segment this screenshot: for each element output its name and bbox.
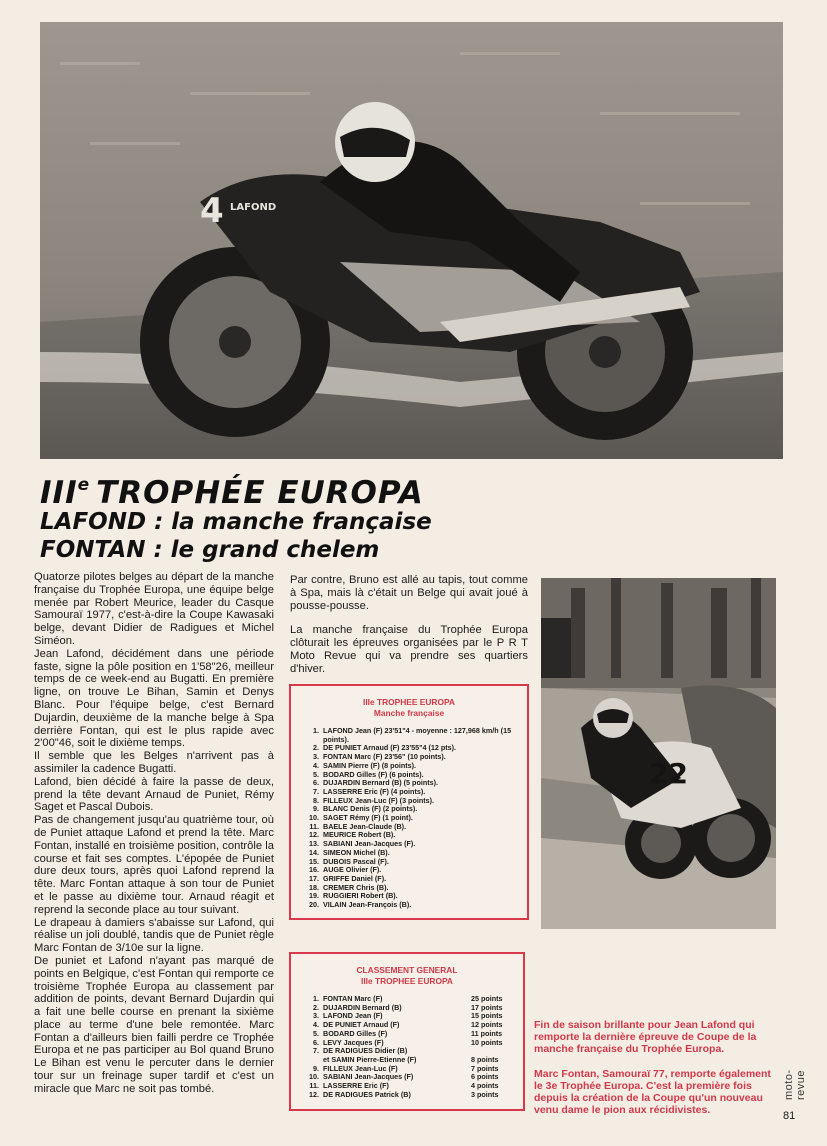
fairing-text: LAFOND xyxy=(230,202,277,213)
paragraph: Il semble que les Belges n'arrivent pas à assimiler la cadence Bugatti. xyxy=(34,750,274,775)
result-row xyxy=(301,1091,515,1100)
box-heading: CLASSEMENT GENERAL xyxy=(356,965,458,975)
bike-number-right: 22 xyxy=(649,757,688,790)
article-subtitle-1: LAFOND : la manche française xyxy=(40,509,432,535)
result-points: 8 points xyxy=(471,1054,499,1064)
result-rider: FONTAN Marc (F) xyxy=(323,994,383,1003)
result-rider: AUGE Olivier (F). xyxy=(323,865,382,875)
result-points: 11 points xyxy=(471,1028,503,1038)
result-position: 5. xyxy=(313,1028,319,1038)
result-position: 17. xyxy=(309,873,319,883)
box-subheading: IIIe TROPHEE EUROPA xyxy=(361,976,453,986)
result-position: 8. xyxy=(313,795,319,805)
paragraph: Le drapeau à damiers s'abaisse sur Lafond, qui réalise un joli doublé, tandis que de Puniet règle Marc Fontan de 3/10e sur la ligne. xyxy=(34,916,274,955)
result-rider: CREMER Chris (B). xyxy=(323,882,389,892)
result-points: 15 points xyxy=(471,1011,503,1021)
results-list xyxy=(291,995,523,1099)
result-position xyxy=(301,1056,323,1065)
result-position: 9. xyxy=(313,804,319,814)
result-position: 1. xyxy=(313,726,319,735)
result-position: 5. xyxy=(313,769,319,779)
article-title: IIIe TROPHÉE EUROPA xyxy=(40,475,424,511)
result-rider: DUBOIS Pascal (F). xyxy=(323,856,389,866)
result-position: 9. xyxy=(313,1063,319,1073)
result-rider: LEVY Jacques (F) xyxy=(323,1037,384,1047)
result-rider: DUJARDIN Bernard (B) xyxy=(323,1002,402,1012)
result-rider: SABIANI Jean-Jacques (F) xyxy=(323,1072,414,1082)
result-position: 19. xyxy=(309,891,319,901)
photo-lafond-racing xyxy=(40,22,783,459)
body-left-column xyxy=(34,571,274,1096)
results-box-general xyxy=(289,952,525,1111)
result-rider: BODARD Gilles (F) (6 points). xyxy=(323,769,424,779)
photo-fontan-racing xyxy=(541,578,776,929)
result-points: 12 points xyxy=(471,1020,503,1030)
result-position: 7. xyxy=(313,1046,319,1056)
result-rider: LASSERRE Eric (F) (4 points). xyxy=(323,786,426,796)
result-position: 15. xyxy=(309,856,319,866)
magazine-brand: moto-revue xyxy=(783,1069,807,1100)
result-position: 6. xyxy=(313,778,319,788)
result-position: 11. xyxy=(309,1081,319,1091)
result-rider: DUJARDIN Bernard (B) (5 points). xyxy=(323,778,439,788)
result-position: 13. xyxy=(309,839,319,849)
box-subheading: Manche française xyxy=(373,708,445,718)
result-position: 4. xyxy=(313,1020,319,1030)
result-rider: LASSERRE Eric (F) xyxy=(323,1081,389,1091)
result-position: 3. xyxy=(313,752,319,762)
result-points: 10 points xyxy=(471,1037,503,1047)
result-rider: BLANC Denis (F) (2 points). xyxy=(323,804,418,814)
result-position: 1. xyxy=(313,994,319,1003)
result-rider: et SAMIN Pierre-Etienne (F) xyxy=(323,1054,417,1064)
result-points: 3 points xyxy=(471,1089,499,1099)
caption-lafond: Fin de saison brillante pour Jean Lafond qui remporte la dernière épreuve de Coupe de la manche française du Trophée Europa. xyxy=(534,1019,757,1055)
result-position: 6. xyxy=(313,1037,319,1047)
result-rider: RUGGIERI Robert (B). xyxy=(323,891,398,901)
result-position: 16. xyxy=(309,865,319,875)
results-box-manche xyxy=(289,684,529,920)
result-position: 20. xyxy=(309,900,319,910)
result-rider: SAMIN Pierre (F) (8 points). xyxy=(323,760,417,770)
bike-number-top: 4 xyxy=(200,191,224,231)
box-heading: IIIe TROPHEE EUROPA xyxy=(363,697,455,707)
paragraph: De puniet et Lafond n'ayant pas marqué de points en Belgique, c'est Fontan qui remporte ce troisième Trophée Europa au classement par addition de points, devant Bernard Dujardin qui a fait une belle course en prenant la sixième place au terme d'une bele remontée. Marc Fontan a d'ailleurs bien failli perdre ce Trophée Europa et ne pas participer au Bol quand Bruno Le Bihan est venu le percuter dans le dernier tour sur un freinage super tardif et c'est un miracle que Marc ne soit pas tombé. xyxy=(34,954,274,1095)
result-rider: DE RADIGUES Patrick (B) xyxy=(323,1089,411,1099)
result-points: 4 points xyxy=(471,1081,499,1091)
result-points: 25 points xyxy=(471,994,503,1003)
result-points: 7 points xyxy=(471,1063,499,1073)
result-rider: SAGET Rémy (F) (1 point). xyxy=(323,813,413,823)
result-position: 2. xyxy=(313,1002,319,1012)
result-rider: FONTAN Marc (F) 23'56" (10 points). xyxy=(323,752,446,762)
result-points: 6 points xyxy=(471,1072,499,1082)
result-position: 12. xyxy=(309,830,319,840)
paragraph: Pas de changement jusqu'au quatrième tour, où de Puniet attaque Lafond et prend la tête. Marc Fontan, installé en troisième position, contrôle la course et fait ses comptes. L'épopée de Puniet dure deux tours, après quoi Lafond reprend la tête. Marc Fontan attaque à son tour de Puniet et le passe au dixième tour. Arnaud réagit et reprend la seconde place au tour suivant. xyxy=(34,814,274,916)
result-position: 10. xyxy=(309,813,319,823)
result-rider: BAELE Jean-Claude (B). xyxy=(323,821,407,831)
result-position: 3. xyxy=(313,1011,319,1021)
paragraph: La manche française du Trophée Europa clôturait les épreuves organisées par le P R T Moto Revue qui va prendre ses quartiers d'hiver. xyxy=(290,624,528,675)
result-rider: SABIANI Jean-Jacques (F). xyxy=(323,839,416,849)
results-list xyxy=(291,727,527,910)
result-position: 10. xyxy=(309,1072,319,1082)
result-position: 11. xyxy=(309,821,319,831)
result-rider: LAFOND Jean (F) 23'51"4 - moyenne : 127,968 km/h (15 points). xyxy=(323,726,512,744)
result-points: 17 points xyxy=(471,1002,503,1012)
article-subtitle-2: FONTAN : le grand chelem xyxy=(40,537,380,563)
result-position: 12. xyxy=(309,1089,319,1099)
body-right-column xyxy=(290,574,528,676)
result-rider: FILLEUX Jean-Luc (F) xyxy=(323,1063,398,1073)
page-number: 81 xyxy=(783,1110,796,1122)
result-rider: DE RADIGUES Didier (B) xyxy=(323,1046,408,1056)
result-rider: LAFOND Jean (F) xyxy=(323,1011,383,1021)
result-rider: GRIFFE Daniel (F). xyxy=(323,873,387,883)
result-position: 4. xyxy=(313,760,319,770)
paragraph: Par contre, Bruno est allé au tapis, tout comme à Spa, mais là c'était un Belge qui avait joué à pousse-pousse. xyxy=(290,574,528,612)
result-position: 2. xyxy=(313,743,319,753)
result-position: 18. xyxy=(309,882,319,892)
result-rider: DE PUNIET Arnaud (F) 23'55"4 (12 pts). xyxy=(323,743,457,753)
result-rider: SIMEON Michel (B). xyxy=(323,847,390,857)
caption-fontan: Marc Fontan, Samouraï 77, remporte également le 3e Trophée Europa. C'est la première fois depuis la création de la Coupe qu'un nouveau venu dame le pion aux récidivistes. xyxy=(534,1068,771,1116)
result-position: 7. xyxy=(313,786,319,796)
paragraph: Quatorze pilotes belges au départ de la manche française du Trophée Europa, une équipe belge menée par Robert Meurice, leader du Casque Samouraï 1977, c'est-à-dire la Coupe Kawasaki belge, devant Didier de Radigues et Michel Siméon. xyxy=(34,571,274,647)
result-row xyxy=(301,727,519,744)
result-row xyxy=(301,901,519,910)
result-rider: FILLEUX Jean-Luc (F) (3 points). xyxy=(323,795,435,805)
result-position: 14. xyxy=(309,847,319,857)
result-rider: MEURICE Robert (B). xyxy=(323,830,396,840)
result-rider: VILAIN Jean-François (B). xyxy=(323,900,412,910)
paragraph: Jean Lafond, décidément dans une période faste, signe la pôle position en 1'58"26, meilleur temps de ce week-end au Bugatti. En première ligne, on trouve Le Bihan, Samin et Denys Blanc. Pour l'équipe belge, c'est Bernard Dujardin, deuxième de la manche belge à Spa derrière Fontan, qui est le plus rapide avec 2'00"46, soit le dixième temps. xyxy=(34,647,274,750)
result-rider: BODARD Gilles (F) xyxy=(323,1028,388,1038)
paragraph: Lafond, bien décidé à faire la passe de deux, prend la tête devant Arnaud de Puniet, Rémy Saget et Pascal Dubois. xyxy=(34,775,274,814)
result-rider: DE PUNIET Arnaud (F) xyxy=(323,1020,400,1030)
